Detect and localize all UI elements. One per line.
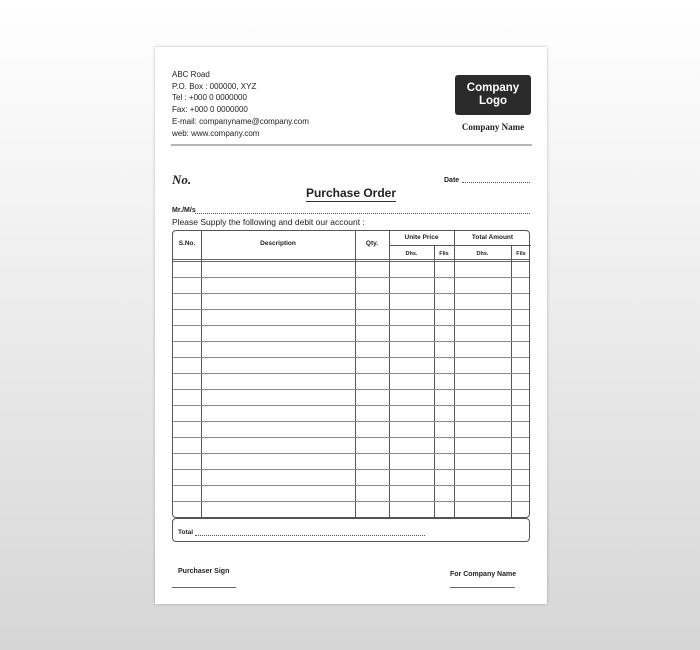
number-label: No. bbox=[172, 172, 192, 187]
logo-text-line1: Company bbox=[466, 82, 520, 94]
header-sno: S.No. bbox=[178, 240, 196, 247]
header-divider bbox=[171, 144, 532, 146]
total-label: Total bbox=[178, 529, 194, 536]
address-line: Tel : +000 0 0000000 bbox=[172, 93, 247, 103]
date-label: Date bbox=[444, 177, 460, 184]
table-row-divider bbox=[173, 277, 529, 278]
company-address bbox=[172, 69, 309, 139]
address-line: ABC Road bbox=[172, 70, 210, 79]
address-line: Fax: +000 0 0000000 bbox=[172, 105, 248, 115]
table-row-divider bbox=[173, 421, 529, 422]
mr-ms-field[interactable] bbox=[195, 213, 530, 214]
for-company-sign-line[interactable] bbox=[450, 587, 515, 588]
logo-text-line2: Logo bbox=[478, 95, 508, 107]
header-qty: Qty. bbox=[365, 240, 379, 247]
table-row-divider bbox=[173, 309, 529, 310]
column-divider bbox=[454, 231, 455, 517]
table-row-divider bbox=[173, 437, 529, 438]
purchase-order-sheet bbox=[155, 47, 547, 604]
table-row-divider bbox=[173, 293, 529, 294]
table-row-divider bbox=[173, 405, 529, 406]
for-company-label: For Company Name bbox=[450, 571, 517, 578]
header-total-dhs: Dhs. bbox=[476, 251, 489, 257]
header-total-amount: Total Amount bbox=[471, 234, 514, 241]
table-row-divider bbox=[173, 485, 529, 486]
purchaser-sign-line[interactable] bbox=[172, 587, 236, 588]
items-table bbox=[172, 230, 530, 518]
company-logo bbox=[455, 75, 531, 115]
header-unit-fils: Fils bbox=[439, 251, 449, 257]
header-description: Description bbox=[260, 240, 296, 247]
table-row-divider bbox=[173, 469, 529, 470]
header-unit-price: Unite Price bbox=[404, 234, 439, 241]
address-line: P.O. Box : 000000, XYZ bbox=[172, 81, 257, 91]
table-row-divider bbox=[173, 453, 529, 454]
table-row-divider bbox=[173, 325, 529, 326]
document-title-wrap bbox=[155, 184, 547, 202]
column-divider bbox=[201, 231, 202, 517]
total-field[interactable] bbox=[195, 535, 425, 536]
column-divider bbox=[355, 231, 356, 517]
subheader-divider bbox=[389, 245, 531, 246]
date-field[interactable] bbox=[462, 182, 530, 183]
header-unit-dhs: Dhs. bbox=[405, 251, 418, 257]
column-divider bbox=[511, 246, 512, 517]
mr-ms-label: Mr./M/s bbox=[172, 207, 196, 214]
column-divider bbox=[389, 231, 390, 517]
total-box bbox=[172, 518, 530, 542]
address-line: web: www.company.com bbox=[172, 128, 260, 138]
company-name: Company Name bbox=[461, 122, 525, 132]
column-divider bbox=[434, 246, 435, 517]
table-row-divider bbox=[173, 501, 529, 502]
table-row-divider bbox=[173, 373, 529, 374]
document-title: Purchase Order bbox=[305, 186, 397, 200]
header-bottom-rule bbox=[173, 261, 529, 262]
header-total-fils: Fils bbox=[516, 251, 526, 257]
instruction-text: Please Supply the following and debit our account : bbox=[172, 217, 365, 227]
table-row-divider bbox=[173, 341, 529, 342]
table-row-divider bbox=[173, 357, 529, 358]
purchaser-sign-label: Purchaser Sign bbox=[178, 568, 230, 575]
address-line: E-mail: companyname@company.com bbox=[172, 116, 309, 126]
header-bottom-rule bbox=[173, 259, 529, 260]
table-row-divider bbox=[173, 389, 529, 390]
